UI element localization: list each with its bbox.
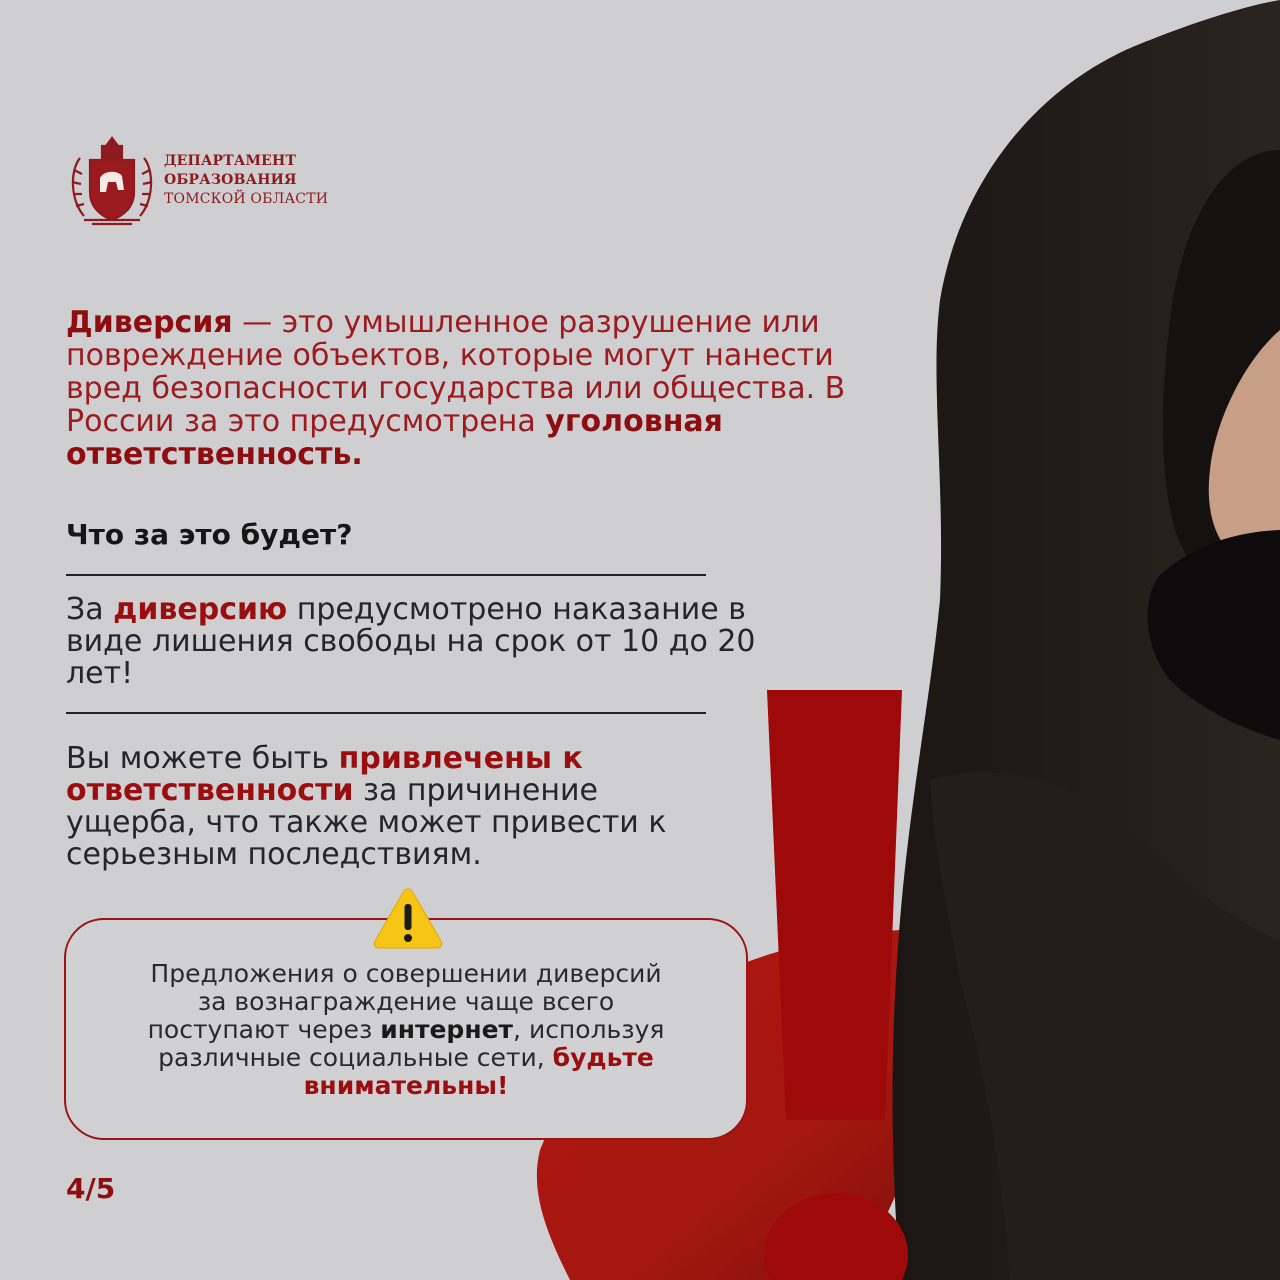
callout-bold: интернет	[380, 1015, 514, 1044]
callout-pre: Предложения о совершении диверсий за вознаграждение чаще всего поступают через	[147, 959, 662, 1044]
liability-emphasis: привлечены к ответственности	[66, 741, 583, 808]
definition-emphasis: уголовная ответственность.	[66, 404, 723, 472]
penalty-post: предусмотрено наказание в виде лишения свободы на срок от 10 до 20 лет!	[66, 592, 756, 691]
logo-line-3: ТОМСКОЙ ОБЛАСТИ	[164, 190, 329, 207]
liability-pre: Вы можете быть	[66, 741, 339, 776]
definition-term: Диверсия	[66, 305, 233, 340]
logo-line-2: ОБРАЗОВАНИЯ	[164, 171, 297, 188]
callout-mid: , используя различные социальные сети,	[158, 1015, 665, 1072]
logo-line-1: ДЕПАРТАМЕНТ	[164, 152, 297, 169]
divider-line	[66, 712, 706, 714]
coat-of-arms-icon	[62, 130, 162, 230]
penalty-paragraph	[66, 594, 766, 690]
definition-dash: —	[232, 305, 282, 340]
definition-body: это умышленное разрушение или повреждение объектов, которые могут нанести вред безопасности государства или общества. В России за это предусмотрена	[66, 305, 846, 439]
logo-text	[164, 152, 328, 209]
penalty-emphasis: диверсию	[113, 592, 288, 627]
section-heading: Что за это будет?	[66, 518, 353, 551]
callout-text	[66, 960, 746, 1100]
definition-paragraph	[66, 306, 886, 471]
department-logo	[62, 130, 328, 230]
liability-post: за причинение ущерба, что также может привести к серьезным последствиям.	[66, 773, 667, 872]
penalty-pre: За	[66, 592, 114, 627]
warning-icon	[372, 886, 444, 950]
liability-paragraph	[66, 743, 726, 871]
warning-callout	[64, 918, 748, 1140]
divider-line	[66, 574, 706, 576]
page-number: 4/5	[66, 1172, 116, 1205]
callout-emphasis: будьте внимательны!	[303, 1043, 654, 1100]
